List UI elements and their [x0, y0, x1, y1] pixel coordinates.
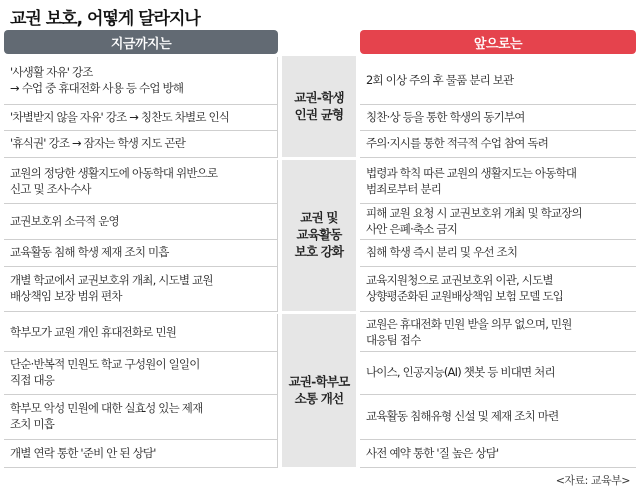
left-row-8: 학부모가 교원 개인 휴대전화로 민원: [4, 314, 278, 351]
row-divider: [4, 467, 278, 468]
right-row-6: 침해 학생 즉시 분리 및 우선 조치: [366, 245, 518, 260]
row-divider: [360, 467, 636, 468]
right-row-3: 주의·지시를 통한 적극적 수업 참여 독려: [366, 136, 549, 151]
right-row-4: 법령과 학칙 따른 교원의 생활지도는 아동학대 범죄로부터 분리: [366, 165, 577, 196]
right-row-8: 교원은 휴대전화 민원 받을 의무 없으며, 민원 대응팀 접수: [366, 316, 572, 347]
right-row-10: 교육활동 침해유형 신설 및 제재 조치 마련: [366, 409, 559, 424]
right-row-5: 피해 교원 요청 시 교권보호위 개최 및 학교장의 사안 은폐·축소 금지: [366, 205, 582, 236]
right-row-1: 2회 이상 주의 후 물품 분리 보관: [366, 72, 514, 87]
left-row-4: 교원의 정당한 생활지도에 아동학대 위반으로 신고 및 조사·수사: [4, 160, 278, 203]
row-divider: [360, 157, 636, 158]
left-row-1: '사생활 자유' 강조 → 수업 중 휴대전화 사용 등 수업 방해: [4, 57, 278, 104]
left-row-11: 개별 연락 통한 '준비 안 된 상담': [4, 440, 278, 467]
row-divider: [4, 311, 278, 312]
right-row-9: 나이스, 인공지능(AI) 챗봇 등 비대면 처리: [366, 365, 555, 380]
left-row-10: 학부모 악성 민원에 대한 실효성 있는 제재 조치 미흡: [4, 395, 278, 439]
left-row-9: 단순·반복적 민원도 학교 구성원이 일일이 직접 대응: [4, 352, 278, 394]
right-row-7: 교육지원청으로 교권보호위 이관, 시도별 상향평준화된 교원배상책임 보험 모델 도입: [366, 273, 563, 303]
category-teacher-protection: 교권 및 교육활동 보호 강화: [282, 160, 356, 311]
right-row-11: 사전 예약 통한 '질 높은 상담': [366, 445, 499, 460]
header-before: 지금까지는: [4, 30, 278, 54]
row-divider: [360, 311, 636, 312]
category-student-rights: 교권-학생 인권 균형: [282, 56, 356, 157]
left-row-2: '차별받지 않을 자유' 강조 → 칭찬도 차별로 인식: [4, 105, 278, 130]
page-title: 교권 보호, 어떻게 달라지나: [10, 9, 200, 29]
left-row-7: 개별 학교에서 교권보호위 개최, 시도별 교원 배상책임 보장 범위 편차: [4, 267, 278, 311]
left-row-3: '휴식권' 강조 → 잠자는 학생 지도 곤란: [4, 131, 278, 157]
right-row-2: 칭찬·상 등을 통한 학생의 동기부여: [366, 109, 525, 124]
left-row-6: 교육활동 침해 학생 제재 조치 미흡: [4, 240, 278, 266]
category-parent-communication: 교권-학부모 소통 개선: [282, 314, 356, 467]
header-after: 앞으로는: [360, 30, 636, 54]
row-divider: [4, 157, 278, 158]
left-row-5: 교권보호위 소극적 운영: [4, 204, 278, 239]
source-credit: <자료: 교육부>: [555, 474, 630, 487]
